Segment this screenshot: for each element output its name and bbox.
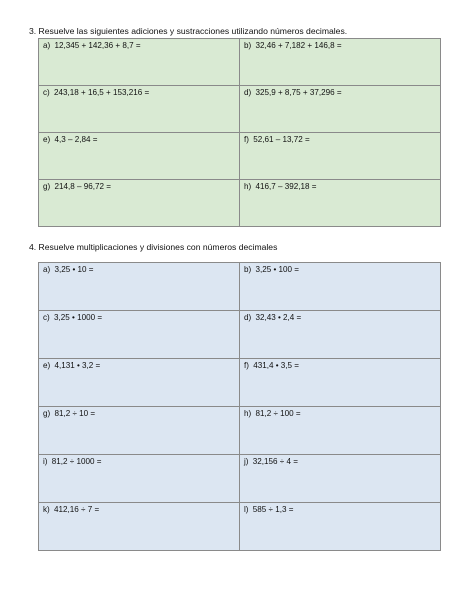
exercise-cell [39,503,240,551]
exercise-expression: 81,2 ÷ 1000 = [51,457,102,466]
exercise-cell [240,133,441,180]
exercise-row [39,407,441,455]
exercise-label: b) [244,265,252,274]
exercise-cell [39,39,240,86]
exercise-label: l) [244,505,249,514]
exercise-expression: 431,4 • 3,5 = [253,361,300,370]
exercise-expression: 81,2 ÷ 10 = [54,409,96,418]
exercise-label: f) [244,361,249,370]
exercise-row [39,503,441,551]
exercise-row [39,86,441,133]
exercise-expression: 585 ÷ 1,3 = [252,505,294,514]
addition-subtraction-table [38,38,441,227]
exercise-expression: 12,345 + 142,36 + 8,7 = [54,41,141,50]
exercise-label: i) [43,457,48,466]
exercise-expression: 416,7 – 392,18 = [255,182,317,191]
exercise-label: k) [43,505,50,514]
exercise-cell [39,86,240,133]
exercise-expression: 3,25 • 10 = [54,265,94,274]
exercise-label: c) [43,313,50,322]
exercise-cell [39,180,240,227]
exercise-cell [39,133,240,180]
exercise-cell [240,407,441,455]
exercise-row [39,455,441,503]
exercise-expression: 4,131 • 3,2 = [54,361,101,370]
exercise-cell [240,263,441,311]
section-4-heading: 4. Resuelve multiplicaciones y divisiones con números decimales [29,242,278,252]
exercise-label: b) [244,41,252,50]
exercise-expression: 4,3 – 2,84 = [54,135,98,144]
exercise-expression: 52,61 – 13,72 = [253,135,310,144]
exercise-label: c) [43,88,50,97]
exercise-label: j) [244,457,249,466]
exercise-expression: 32,156 ÷ 4 = [252,457,298,466]
exercise-expression: 32,43 • 2,4 = [255,313,302,322]
exercise-label: g) [43,409,51,418]
exercise-expression: 243,18 + 16,5 + 153,216 = [54,88,150,97]
exercise-cell [240,39,441,86]
exercise-label: h) [244,182,252,191]
exercise-expression: 32,46 + 7,182 + 146,8 = [255,41,342,50]
exercise-cell [39,407,240,455]
exercise-row [39,133,441,180]
exercise-label: g) [43,182,51,191]
exercise-cell [39,455,240,503]
exercise-cell [39,359,240,407]
exercise-row [39,311,441,359]
exercise-cell [240,311,441,359]
exercise-label: h) [244,409,252,418]
exercise-cell [39,311,240,359]
exercise-cell [39,263,240,311]
exercise-row [39,359,441,407]
exercise-row [39,39,441,86]
exercise-row [39,180,441,227]
exercise-label: f) [244,135,249,144]
exercise-label: d) [244,88,252,97]
exercise-label: e) [43,361,51,370]
exercise-label: a) [43,265,51,274]
exercise-cell [240,359,441,407]
exercise-cell [240,455,441,503]
exercise-label: a) [43,41,51,50]
exercise-label: e) [43,135,51,144]
exercise-expression: 3,25 • 100 = [255,265,300,274]
multiplication-division-table [38,262,441,551]
exercise-cell [240,86,441,133]
exercise-row [39,263,441,311]
exercise-expression: 3,25 • 1000 = [54,313,103,322]
exercise-expression: 412,16 ÷ 7 = [54,505,100,514]
exercise-cell [240,503,441,551]
exercise-label: d) [244,313,252,322]
exercise-expression: 325,9 + 8,75 + 37,296 = [255,88,342,97]
exercise-cell [240,180,441,227]
exercise-expression: 214,8 – 96,72 = [54,182,111,191]
section-3-heading: 3. Resuelve las siguientes adiciones y sustracciones utilizando números decimales. [29,26,348,36]
exercise-expression: 81,2 ÷ 100 = [255,409,301,418]
